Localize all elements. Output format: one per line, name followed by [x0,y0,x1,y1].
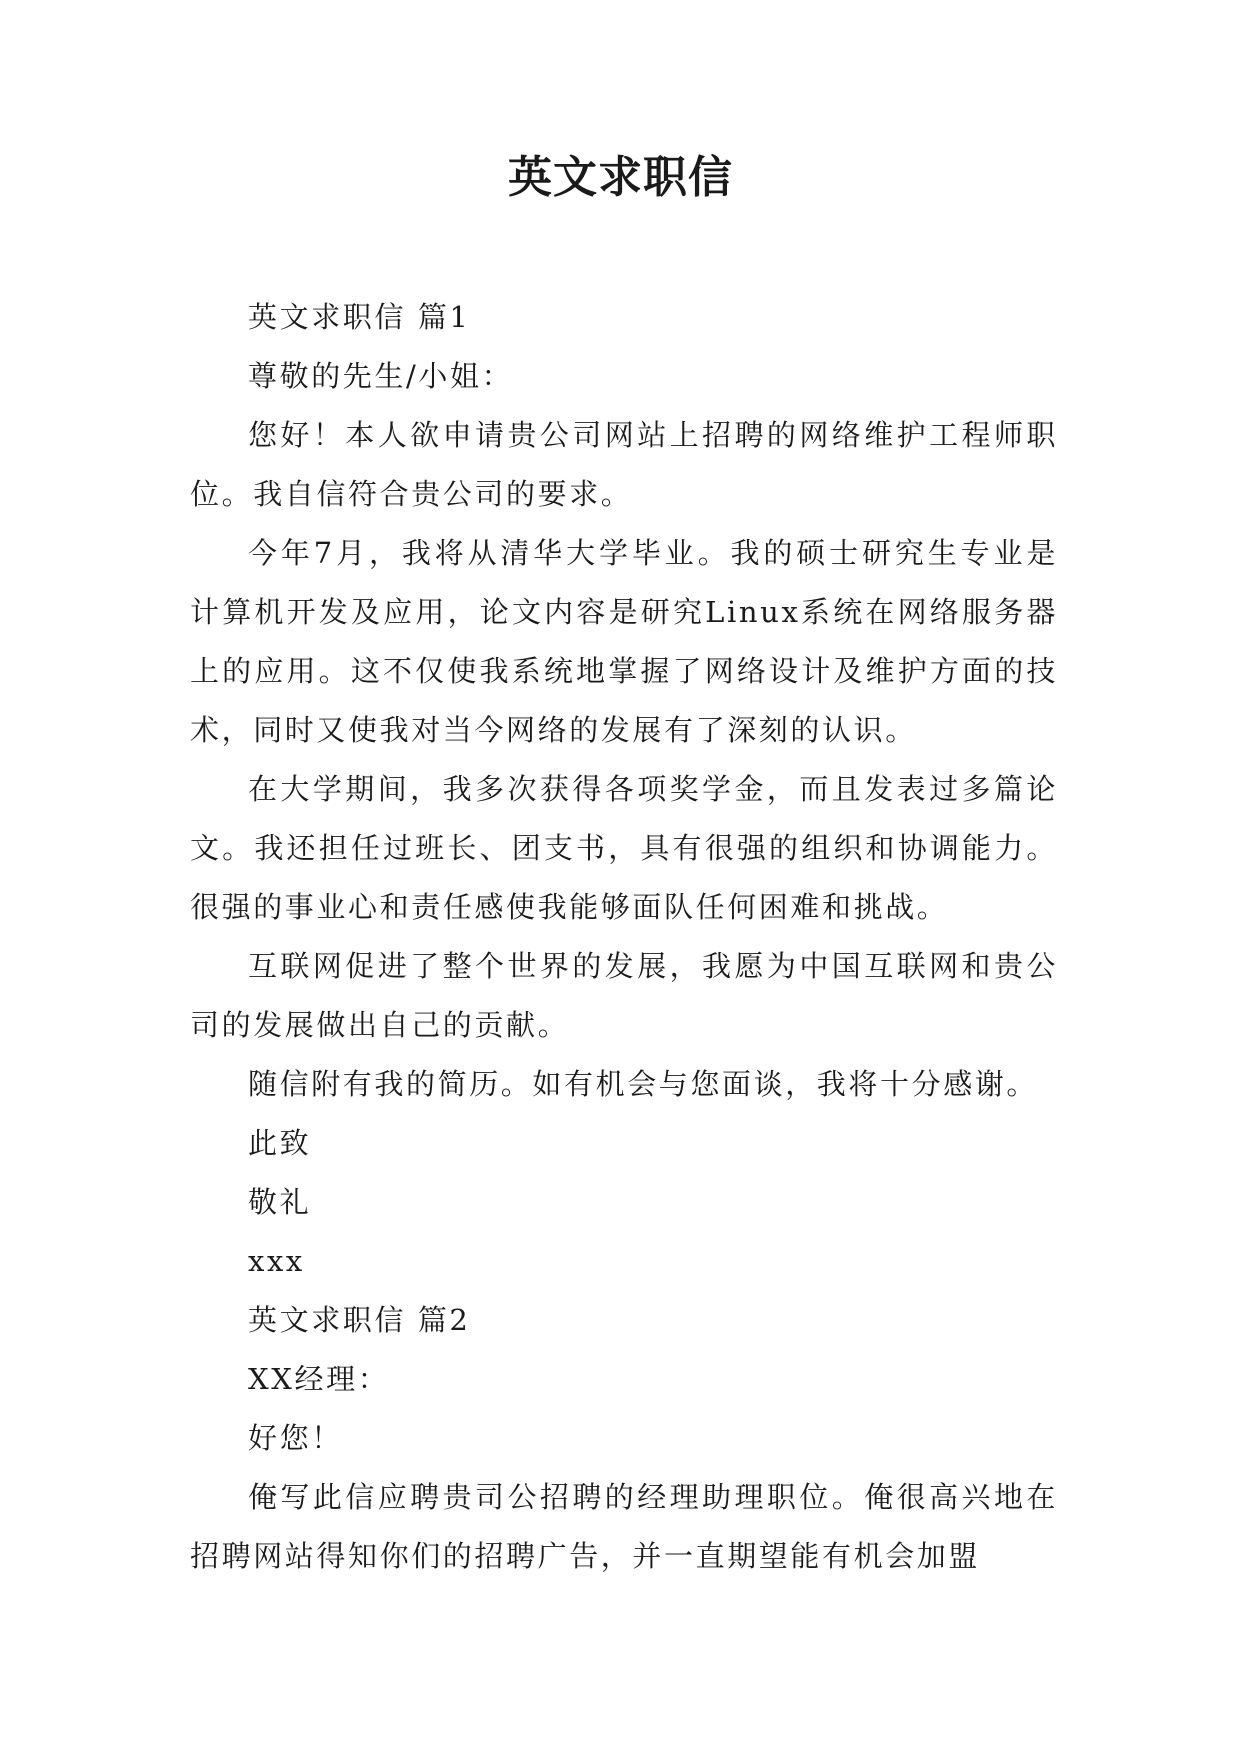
paragraph: 随信附有我的简历。如有机会与您面谈，我将十分感谢。 [248,1067,1039,1101]
paragraph: 您好！本人欲申请贵公司网站上招聘的网络维护工程师职位。我自信符合贵公司的要求。 [190,418,1058,511]
paragraph: 互联网促进了整个世界的发展，我愿为中国互联网和贵公司的发展做出自己的贡献。 [190,949,1058,1042]
closing-regards: 敬礼 [248,1185,312,1219]
document-title: 英文求职信 [508,152,733,203]
section-heading-1: 英文求职信 篇1 [248,300,471,334]
paragraph: 在大学期间，我多次获得各项奖学金，而且发表过多篇论文。我还担任过班长、团支书，具有很强的组织和协调能力。很强的事业心和责任感使我能够面队任何困难和挑战。 [190,772,1058,924]
document-body [190,288,1058,1586]
salutation: 尊敬的先生/小姐： [248,359,514,393]
closing-line: 此致 [248,1126,312,1160]
greeting: 好您！ [248,1421,343,1455]
paragraph: 俺写此信应聘贵司公招聘的经理助理职位。俺很高兴地在招聘网站得知你们的招聘广告，并一直期望能有机会加盟 [190,1480,1058,1573]
section-heading-2: 英文求职信 篇2 [248,1303,471,1337]
paragraph: 今年7月，我将从清华大学毕业。我的硕士研究生专业是计算机开发及应用，论文内容是研究Linux系统在网络服务器上的应用。这不仅使我系统地掌握了网络设计及维护方面的技术，同时又使我对当今网络的发展有了深刻的认识。 [190,536,1058,747]
signature: xxx [248,1244,305,1278]
salutation: XX经理： [248,1362,390,1396]
